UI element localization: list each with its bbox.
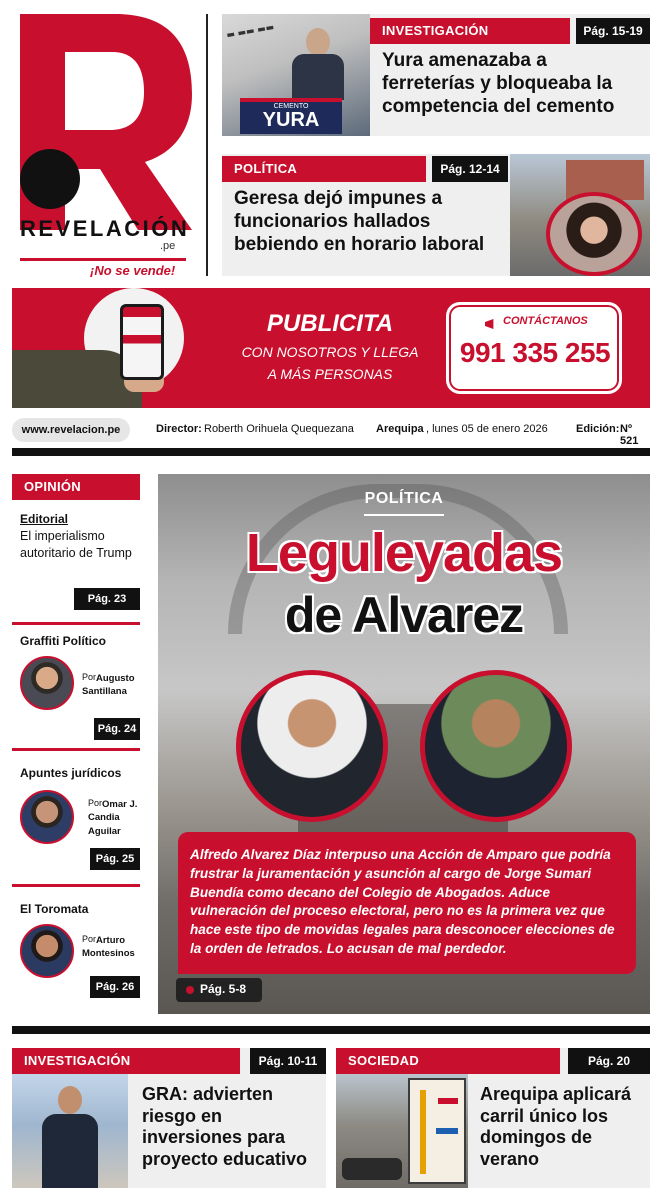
contact-bubble[interactable] — [446, 302, 622, 394]
opinion-title: El imperialismo autoritario de Trump — [20, 529, 132, 560]
director-name: Roberth Orihuela Quequezana — [204, 423, 354, 435]
ad-title: PUBLICITA — [266, 310, 394, 337]
opinion-divider — [12, 622, 140, 625]
headline: GRA: advierten riesgo en inversiones para proyecto educativo — [142, 1084, 308, 1169]
author-name: Omar J. Candia Aguilar — [88, 799, 138, 837]
gra-photo — [12, 1074, 128, 1188]
page-ref[interactable]: Pág. 10-11 — [250, 1048, 326, 1074]
section-tag: POLÍTICA — [222, 156, 426, 182]
summary-text: Alfredo Alvarez Díaz interpuso una Acción de Amparo que podría frustrar la juramentación y asunción al cargo de Jorge Sumari Buendía como decano del Colegio de Abogados. Aduce vulneración del proceso electoral, pero no es la primera vez que hace este tipo de movidas legales para desconocer elecciones de la orden de letrados. Lo acusan de mal perdedor. — [190, 847, 615, 956]
megaphone-icon — [485, 319, 499, 329]
woman-portrait-circle — [546, 192, 642, 276]
cement-label: CEMENTO — [273, 103, 309, 110]
phone-icon — [120, 304, 164, 380]
author-avatar — [20, 790, 74, 844]
author-avatar — [20, 656, 74, 710]
masthead-logo[interactable] — [20, 14, 192, 246]
yura-label: YURA — [262, 109, 320, 131]
author-avatar — [20, 924, 74, 978]
masthead-rule — [20, 258, 186, 261]
director-label: Director: — [156, 423, 202, 435]
traffic-photo — [336, 1074, 468, 1188]
contact-phone[interactable]: 991 335 255 — [459, 337, 611, 368]
section-label: POLÍTICA — [364, 490, 444, 507]
alvarez-portrait — [236, 670, 388, 822]
top-story-geresa[interactable] — [222, 154, 650, 276]
website-pill[interactable]: www.revelacion.pe — [12, 418, 130, 442]
author-by: Por — [88, 798, 103, 808]
edition-label: Edición: — [576, 423, 620, 435]
opinion-editorial[interactable] — [12, 508, 140, 608]
bottom-rule — [12, 1026, 650, 1034]
ad-subtitle-1: CON NOSOTROS Y LLEGA — [241, 344, 419, 360]
edition-number: Nº 521 — [620, 423, 639, 447]
author-name: Arturo Montesinos — [82, 935, 135, 960]
date: , lunes 05 de enero 2026 — [426, 423, 548, 435]
top-story-yura[interactable] — [222, 14, 650, 136]
slogan: ¡No se vende! — [90, 263, 176, 278]
opinion-divider — [12, 748, 140, 751]
yura-brand-plate — [240, 98, 342, 134]
sumari-portrait — [420, 670, 572, 822]
page-ref[interactable]: Pág. 24 — [94, 718, 140, 740]
page-ref[interactable]: Pág. 23 — [74, 588, 140, 610]
author-by: Por — [82, 672, 97, 682]
route-map-inset — [408, 1078, 466, 1184]
headline: Geresa dejó impunes a funcionarios hallados bebiendo en horario laboral — [234, 188, 485, 255]
opinion-section: El Toromata — [20, 902, 89, 916]
bottom-story-sociedad[interactable] — [336, 1048, 650, 1188]
bullet-icon — [186, 986, 194, 994]
masthead-vertical-divider — [206, 14, 208, 276]
section-tag: INVESTIGACIÓN — [370, 18, 570, 44]
section-tag: INVESTIGACIÓN — [12, 1048, 240, 1074]
summary-box — [178, 832, 636, 974]
opinion-section: Apuntes jurídicos — [20, 766, 122, 780]
page-ref[interactable]: Pág. 15-19 — [576, 18, 650, 44]
geresa-photo — [510, 154, 650, 276]
cars — [342, 1158, 402, 1180]
opinion-apuntes[interactable] — [12, 760, 140, 870]
page-ref: Pág. 5-8 — [200, 982, 247, 996]
ad-subtitle-2: A MÁS PERSONAS — [267, 366, 393, 382]
opinion-graffiti[interactable] — [12, 630, 140, 740]
brand-name: REVELACIÓN — [20, 216, 190, 241]
main-headline-line-2: de Alvarez — [284, 587, 524, 643]
bottom-story-gra[interactable] — [12, 1048, 326, 1188]
brand-domain: .pe — [160, 240, 176, 252]
author-by: Por — [82, 934, 97, 944]
page-ref[interactable]: Pág. 26 — [90, 976, 140, 998]
section-tag: SOCIEDAD — [336, 1048, 560, 1074]
opinion-section: Editorial — [20, 512, 69, 526]
page-ref[interactable]: Pág. 12-14 — [432, 156, 508, 182]
section-underline — [364, 514, 444, 516]
headline: Arequipa aplicará carril único los domingos de verano — [480, 1084, 632, 1169]
opinion-section: Graffiti Político — [20, 634, 107, 648]
info-bar-rule — [12, 448, 650, 456]
main-story[interactable] — [158, 474, 650, 1014]
opinion-toromata[interactable] — [12, 894, 140, 998]
ad-banner[interactable] — [12, 288, 650, 408]
revelacion-logo-mark — [20, 14, 192, 230]
page-ref[interactable]: Pág. 20 — [568, 1048, 650, 1074]
main-headline-line-1: Leguleyadas — [245, 523, 563, 583]
headline: Yura amenazaba a ferreterías y bloqueaba la competencia del cemento — [382, 50, 615, 117]
info-bar — [12, 418, 650, 447]
author-name: Augusto Santillana — [82, 673, 135, 698]
contact-label: CONTÁCTANOS — [503, 315, 588, 327]
yura-photo — [222, 14, 370, 136]
photo-scribble-text: ▬ ▬▬ ▬▬ — [225, 22, 275, 41]
city: Arequipa — [376, 423, 424, 435]
page-ref[interactable]: Pág. 25 — [90, 848, 140, 870]
page-ref-box[interactable] — [176, 978, 262, 1002]
opinion-header: OPINIÓN — [12, 474, 140, 500]
opinion-divider — [12, 884, 140, 887]
speaker-figure — [290, 28, 346, 98]
